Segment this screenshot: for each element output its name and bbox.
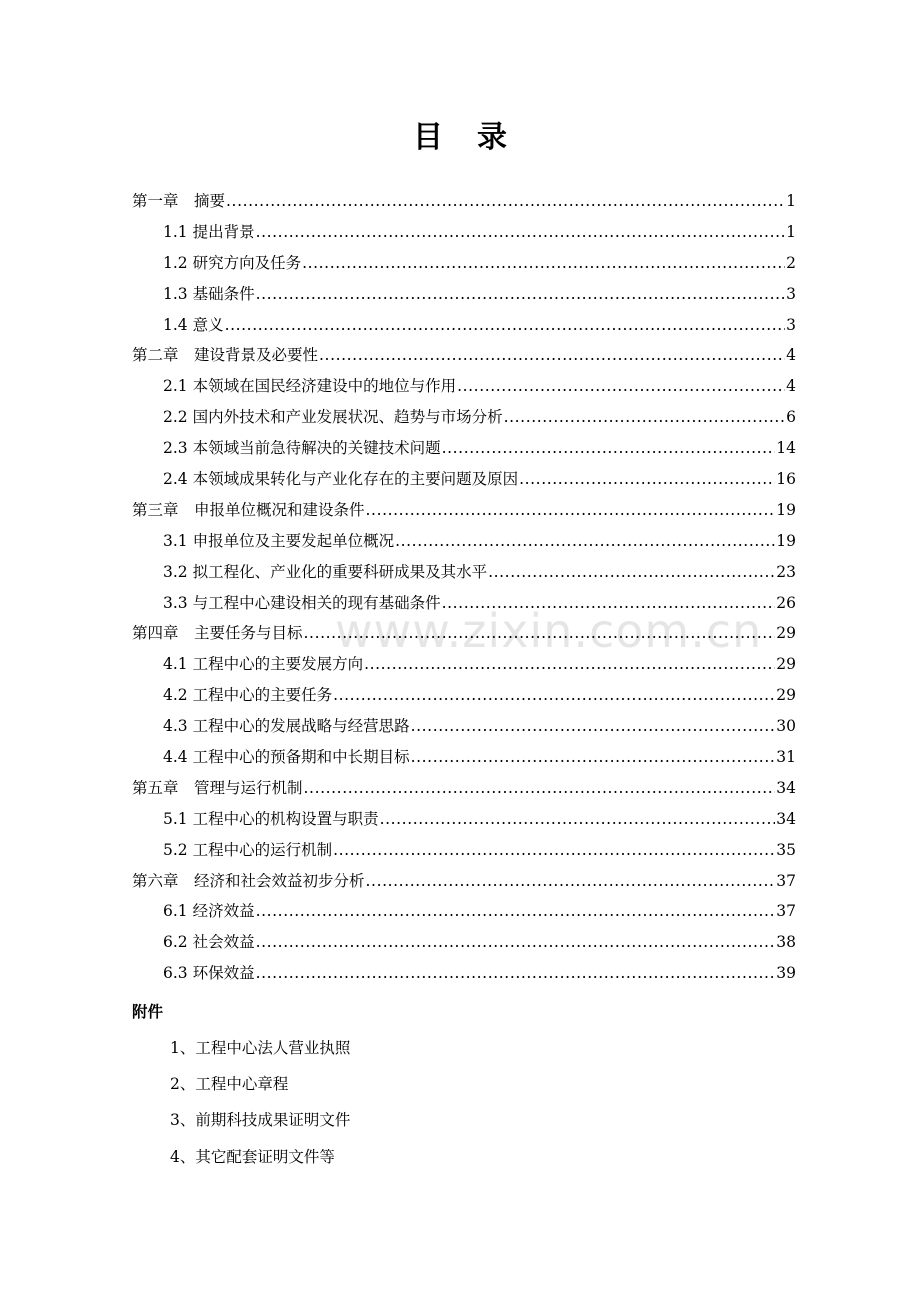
toc-section-entry[interactable] — [132, 371, 796, 402]
toc-section-entry[interactable] — [132, 526, 796, 557]
toc-section-entry[interactable] — [132, 742, 796, 773]
toc-leader-dots — [504, 402, 786, 433]
toc-section-entry[interactable] — [132, 804, 796, 835]
toc-entry-label: 第三章 申报单位概况和建设条件 — [132, 500, 365, 519]
toc-entry-label: 1.2 研究方向及任务 — [163, 253, 302, 272]
toc-entry-label: 6.1 经济效益 — [163, 902, 255, 921]
page-title — [0, 112, 920, 156]
toc-leader-dots — [366, 495, 776, 526]
toc-entry-label: 第五章 管理与运行机制 — [132, 778, 303, 797]
toc-leader-dots — [256, 896, 776, 927]
toc-entry-label: 第四章 主要任务与目标 — [132, 624, 303, 643]
toc-leader-dots — [442, 588, 776, 619]
toc-entry-label: 第六章 经济和社会效益初步分析 — [132, 871, 365, 890]
toc-leader-dots — [256, 217, 786, 248]
toc-section-entry[interactable] — [132, 248, 796, 279]
toc-page-number: 34 — [776, 778, 796, 797]
toc-leader-dots — [304, 618, 776, 649]
toc-section-entry[interactable] — [132, 279, 796, 310]
toc-page-number: 29 — [776, 655, 796, 674]
toc-entry-label: 5.2 工程中心的运行机制 — [163, 840, 333, 859]
toc-page-number: 39 — [776, 964, 796, 983]
title-char-1: 目 — [413, 120, 443, 155]
toc-entry-label: 4.3 工程中心的发展战略与经营思路 — [163, 717, 410, 736]
toc-page-number: 2 — [786, 253, 796, 272]
toc-section-entry[interactable] — [132, 588, 796, 619]
toc-leader-dots — [333, 835, 775, 866]
toc-section-entry[interactable] — [132, 217, 796, 248]
toc-leader-dots — [226, 186, 785, 217]
toc-leader-dots — [457, 371, 785, 402]
toc-entry-label: 4.2 工程中心的主要任务 — [163, 686, 333, 705]
toc-leader-dots — [256, 958, 776, 989]
toc-leader-dots — [488, 557, 775, 588]
toc-page-number: 37 — [776, 871, 796, 890]
toc-leader-dots — [519, 464, 775, 495]
toc-section-entry[interactable] — [132, 649, 796, 680]
toc-leader-dots — [256, 279, 786, 310]
annex-item: 2、工程中心章程 — [170, 1075, 289, 1093]
toc-section-entry[interactable] — [132, 310, 796, 341]
toc-entry-label: 4.1 工程中心的主要发展方向 — [163, 655, 364, 674]
toc-entry-label: 3.3 与工程中心建设相关的现有基础条件 — [163, 593, 441, 612]
table-of-contents — [132, 186, 796, 989]
toc-leader-dots — [319, 340, 785, 371]
toc-section-entry[interactable] — [132, 557, 796, 588]
toc-leader-dots — [333, 680, 775, 711]
toc-page-number: 4 — [786, 377, 796, 396]
toc-page-number: 37 — [776, 902, 796, 921]
title-char-2: 录 — [477, 120, 507, 155]
toc-leader-dots — [366, 866, 776, 897]
toc-chapter-entry[interactable] — [132, 186, 796, 217]
toc-entry-label: 2.3 本领域当前急待解决的关键技术问题 — [163, 439, 441, 458]
toc-entry-label: 6.2 社会效益 — [163, 933, 255, 952]
toc-entry-label: 第二章 建设背景及必要性 — [132, 346, 319, 365]
toc-entry-label: 2.1 本领域在国民经济建设中的地位与作用 — [163, 377, 457, 396]
toc-section-entry[interactable] — [132, 896, 796, 927]
toc-page-number: 34 — [776, 809, 796, 828]
toc-section-entry[interactable] — [132, 835, 796, 866]
annex-heading: 附件 — [132, 1003, 164, 1021]
toc-page-number: 38 — [776, 933, 796, 952]
toc-chapter-entry[interactable] — [132, 340, 796, 371]
toc-chapter-entry[interactable] — [132, 618, 796, 649]
toc-page-number: 6 — [786, 408, 796, 427]
toc-page-number: 26 — [776, 593, 796, 612]
toc-page-number: 35 — [776, 840, 796, 859]
toc-page-number: 23 — [776, 562, 796, 581]
watermark: www.zixin.com.cn — [335, 604, 763, 658]
toc-section-entry[interactable] — [132, 927, 796, 958]
toc-leader-dots — [411, 742, 776, 773]
toc-section-entry[interactable] — [132, 464, 796, 495]
toc-leader-dots — [364, 649, 775, 680]
toc-entry-label: 1.1 提出背景 — [163, 222, 255, 241]
toc-page-number: 29 — [776, 624, 796, 643]
toc-leader-dots — [304, 773, 776, 804]
toc-entry-label: 4.4 工程中心的预备期和中长期目标 — [163, 748, 410, 767]
toc-page-number: 19 — [776, 531, 796, 550]
annex-item: 4、其它配套证明文件等 — [170, 1148, 335, 1166]
toc-leader-dots — [256, 927, 776, 958]
toc-page-number: 3 — [786, 284, 796, 303]
toc-page-number: 4 — [786, 346, 796, 365]
toc-page-number: 14 — [776, 439, 796, 458]
toc-section-entry[interactable] — [132, 402, 796, 433]
toc-page-number: 19 — [776, 500, 796, 519]
annex-item: 3、前期科技成果证明文件 — [170, 1111, 351, 1129]
toc-leader-dots — [411, 711, 776, 742]
toc-entry-label: 1.3 基础条件 — [163, 284, 255, 303]
toc-leader-dots — [395, 526, 775, 557]
toc-page-number: 3 — [786, 315, 796, 334]
toc-section-entry[interactable] — [132, 680, 796, 711]
toc-chapter-entry[interactable] — [132, 866, 796, 897]
toc-entry-label: 第一章 摘要 — [132, 192, 226, 210]
toc-chapter-entry[interactable] — [132, 495, 796, 526]
toc-page-number: 30 — [776, 717, 796, 736]
toc-chapter-entry[interactable] — [132, 773, 796, 804]
toc-leader-dots — [442, 433, 776, 464]
toc-section-entry[interactable] — [132, 711, 796, 742]
toc-page-number: 29 — [776, 686, 796, 705]
toc-entry-label: 6.3 环保效益 — [163, 964, 255, 983]
toc-entry-label: 5.1 工程中心的机构设置与职责 — [163, 809, 379, 828]
toc-page-number: 31 — [776, 748, 796, 767]
annex-item: 1、工程中心法人营业执照 — [170, 1039, 351, 1057]
toc-section-entry[interactable] — [132, 958, 796, 989]
toc-page-number: 1 — [786, 222, 796, 241]
toc-leader-dots — [302, 248, 785, 279]
toc-entry-label: 3.1 申报单位及主要发起单位概况 — [163, 531, 395, 550]
toc-entry-label: 2.4 本领域成果转化与产业化存在的主要问题及原因 — [163, 470, 519, 489]
toc-page-number: 16 — [776, 470, 796, 489]
toc-section-entry[interactable] — [132, 433, 796, 464]
toc-entry-label: 3.2 拟工程化、产业化的重要科研成果及其水平 — [163, 562, 488, 581]
toc-leader-dots — [380, 804, 776, 835]
toc-leader-dots — [225, 310, 786, 341]
toc-entry-label: 2.2 国内外技术和产业发展状况、趋势与市场分析 — [163, 408, 503, 427]
toc-entry-label: 1.4 意义 — [163, 315, 224, 334]
toc-page-number: 1 — [786, 192, 796, 210]
